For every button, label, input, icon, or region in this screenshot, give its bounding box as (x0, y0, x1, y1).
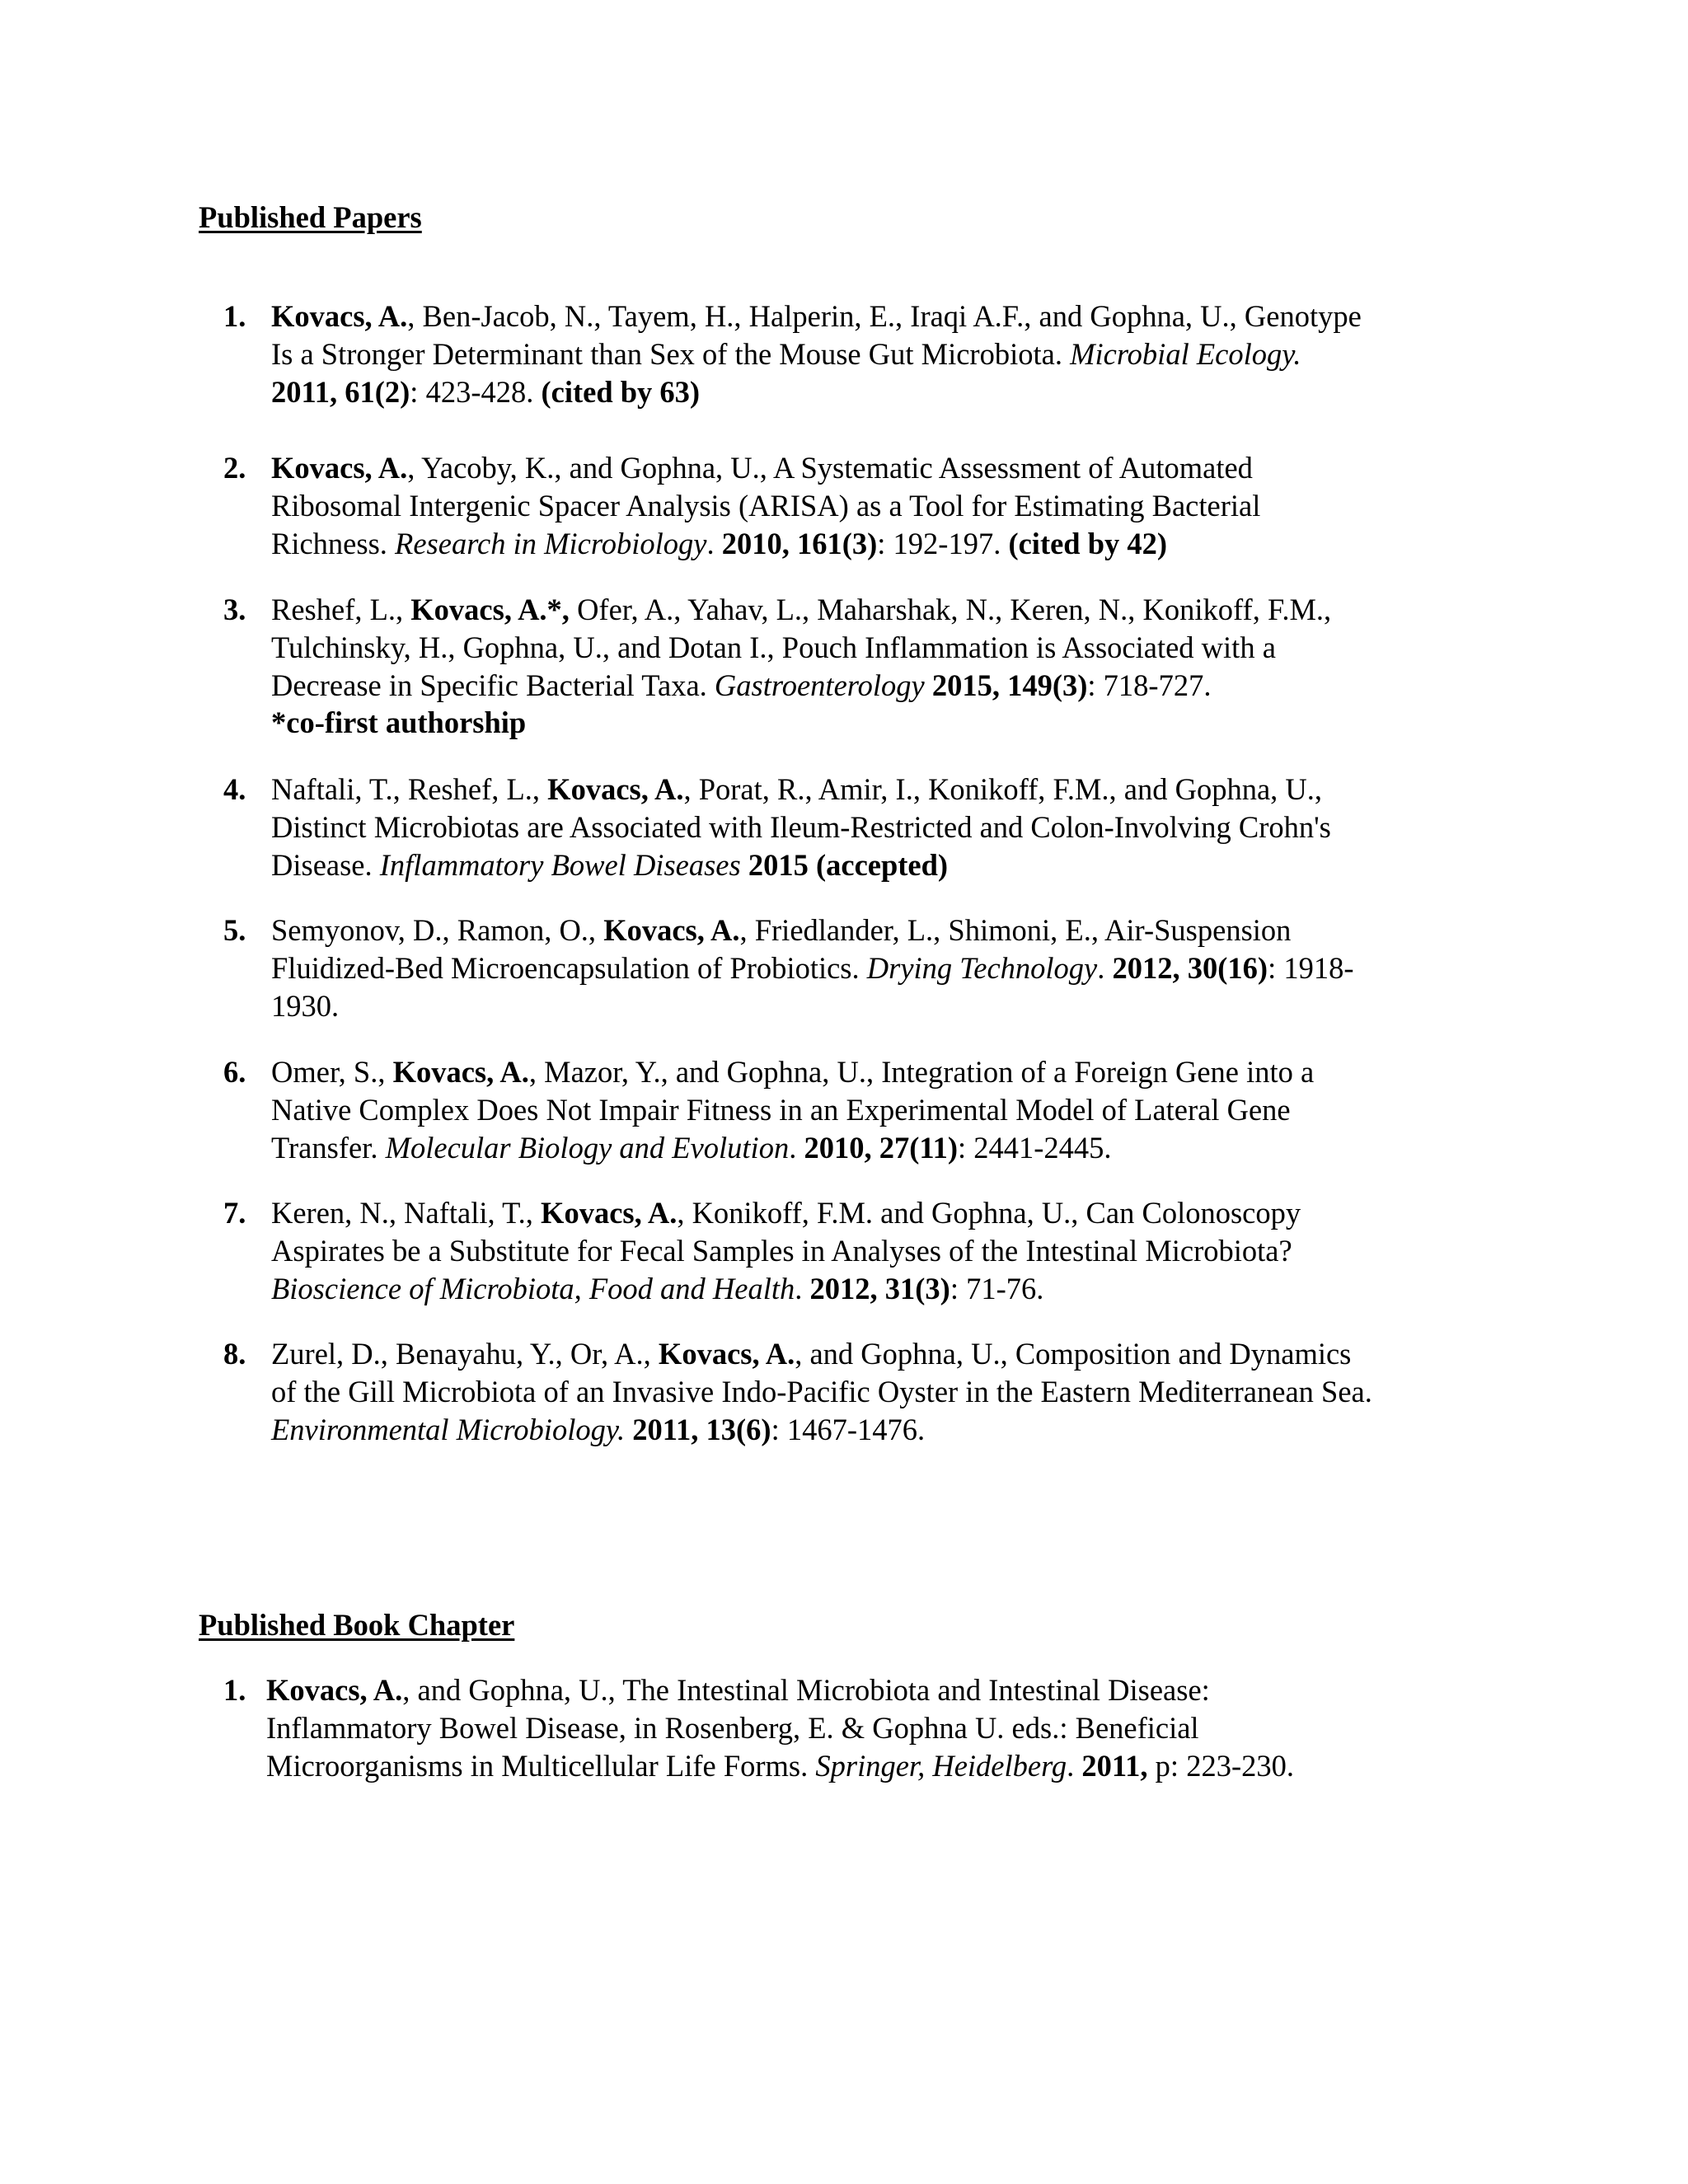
bold-text: Kovacs, A.*, (410, 593, 570, 626)
reference-line (271, 1373, 1499, 1411)
reference-line (271, 1091, 1499, 1129)
text-run: Transfer. (271, 1130, 386, 1165)
text-run: . (1097, 950, 1113, 985)
reference-line (271, 667, 1499, 705)
text-run: of the Gill Microbiota of an Invasive Indo-Pacific Oyster in the Eastern Mediterranean Sea. (271, 1374, 1372, 1408)
text-run: Native Complex Does Not Impair Fitness in an Experimental Model of Lateral Gene (271, 1092, 1291, 1127)
reference-text (271, 912, 1499, 1024)
bold-text: 2012, 30(16) (1112, 950, 1268, 985)
reference-number: 8. (223, 1337, 246, 1371)
reference-number: 3. (223, 593, 246, 626)
section-heading-published-book-chapter: Published Book Chapter (199, 1608, 515, 1642)
reference-line (271, 591, 1499, 629)
text-run: , Ben-Jacob, N., Tayem, H., Halperin, E., Iraqi A.F., and Gophna, U., Genotype (407, 299, 1362, 333)
text-run (625, 1413, 632, 1446)
bold-text: Kovacs, A. (541, 1196, 678, 1230)
text-run: 1930. (271, 988, 340, 1023)
reference-number: 4. (223, 772, 246, 806)
bold-text: Kovacs, A. (392, 1055, 529, 1089)
reference-line (271, 1129, 1499, 1167)
reference-line (271, 912, 1499, 949)
text-run: : 718-727. (1087, 668, 1212, 702)
reference-line (271, 1053, 1499, 1091)
text-run: Inflammatory Bowel Disease, in Rosenberg, E. & Gophna U. eds.: Beneficial (266, 1710, 1199, 1745)
bold-text: (cited by 63) (541, 374, 701, 409)
bold-text: *co-first authorship (271, 705, 527, 740)
reference-line (271, 704, 1499, 742)
bold-text: 2015, 149(3) (931, 668, 1088, 702)
reference-line (266, 1709, 1494, 1747)
bold-text: Kovacs, A. (266, 1673, 403, 1707)
reference-number: 5. (223, 913, 246, 947)
bold-text: 2010, 27(11) (804, 1130, 958, 1165)
reference-line (266, 1747, 1494, 1785)
text-run: Semyonov, D., Ramon, O., (271, 913, 604, 947)
text-run: : 1918- (1268, 950, 1354, 985)
text-run (741, 848, 748, 882)
text-run: Ribosomal Intergenic Spacer Analysis (ARISA) as a Tool for Estimating Bacterial (271, 488, 1261, 523)
reference-line (271, 987, 1499, 1025)
italic-text: Microbial Ecology. (1070, 336, 1301, 371)
text-run: Distinct Microbiotas are Associated with Ileum-Restricted and Colon-Involving Crohn's (271, 809, 1331, 844)
text-run: . (795, 1271, 810, 1305)
text-run: Ofer, A., Yahav, L., Maharshak, N., Keren, N., Konikoff, F.M., (569, 593, 1332, 626)
text-run: . (706, 526, 722, 560)
reference-line (271, 373, 1499, 411)
bold-text: 2012, 31(3) (809, 1271, 950, 1305)
reference-text (271, 591, 1499, 742)
text-run: . (789, 1130, 804, 1165)
bold-text: Kovacs, A. (271, 451, 408, 485)
bold-text: 2011, (1081, 1748, 1148, 1783)
reference-text (271, 298, 1499, 410)
italic-text: Environmental Microbiology. (271, 1412, 626, 1446)
text-run: , Friedlander, L., Shimoni, E., Air-Suspension (739, 913, 1292, 947)
reference-line (271, 808, 1499, 846)
reference-number: 7. (223, 1196, 246, 1230)
reference-line (271, 449, 1499, 487)
bold-text: (cited by 42) (1008, 526, 1168, 560)
reference-line (271, 335, 1499, 373)
text-run: Decrease in Specific Bacterial Taxa. (271, 668, 715, 702)
bold-text: Kovacs, A. (658, 1337, 795, 1371)
text-run: p: 223-230. (1147, 1748, 1294, 1783)
reference-line (271, 1194, 1499, 1232)
text-run: Keren, N., Naftali, T., (271, 1196, 542, 1230)
text-run: : 2441-2445. (958, 1130, 1112, 1165)
bold-text: Kovacs, A. (547, 772, 684, 806)
text-run: : 1467-1476. (771, 1412, 926, 1446)
bold-text: 2011, 61(2) (271, 374, 410, 409)
reference-line (271, 949, 1499, 987)
text-run: , and Gophna, U., The Intestinal Microbiota and Intestinal Disease: (402, 1673, 1210, 1707)
reference-line (271, 1411, 1499, 1449)
reference-line (271, 629, 1499, 667)
text-run: , Porat, R., Amir, I., Konikoff, F.M., and Gophna, U., (683, 772, 1323, 806)
text-run: Tulchinsky, H., Gophna, U., and Dotan I., Pouch Inflammation is Associated with a (271, 630, 1276, 664)
reference-text (271, 1053, 1499, 1166)
reference-number: 2. (223, 451, 246, 485)
italic-text: Inflammatory Bowel Diseases (379, 847, 741, 882)
text-run: Is a Stronger Determinant than Sex of the Mouse Gut Microbiota. (271, 336, 1071, 371)
text-run: , and Gophna, U., Composition and Dynamics (795, 1337, 1352, 1371)
reference-text (266, 1671, 1494, 1784)
reference-text (271, 1194, 1499, 1307)
text-run: , Konikoff, F.M. and Gophna, U., Can Colonoscopy (677, 1196, 1301, 1230)
text-run (925, 668, 932, 702)
reference-line (271, 1232, 1499, 1270)
text-run: : 71-76. (950, 1271, 1044, 1305)
reference-text (271, 1335, 1499, 1448)
bold-text: 2010, 161(3) (721, 526, 878, 560)
text-run: Omer, S., (271, 1055, 393, 1089)
text-run: , Mazor, Y., and Gophna, U., Integration of a Foreign Gene into a (528, 1055, 1315, 1089)
reference-text (271, 771, 1499, 883)
bold-text: 2015 (accepted) (748, 847, 949, 882)
italic-text: Springer, Heidelberg (815, 1748, 1067, 1783)
reference-line (271, 298, 1499, 335)
text-run: Microorganisms in Multicellular Life Forms. (266, 1748, 816, 1783)
reference-line (271, 846, 1499, 884)
text-run: Fluidized-Bed Microencapsulation of Probiotics. (271, 950, 867, 985)
reference-text (271, 449, 1499, 562)
bold-text: Kovacs, A. (271, 299, 408, 333)
text-run: . (1067, 1748, 1082, 1783)
italic-text: Drying Technology (866, 950, 1098, 985)
text-run: , Yacoby, K., and Gophna, U., A Systematic Assessment of Automated (407, 451, 1253, 485)
italic-text: Gastroenterology (714, 668, 925, 702)
reference-line (271, 1335, 1499, 1373)
text-run: Aspirates be a Substitute for Fecal Samples in Analyses of the Intestinal Microbiota? (271, 1233, 1292, 1268)
text-run: Richness. (271, 526, 396, 560)
reference-number: 1. (223, 1673, 246, 1707)
text-run: Reshef, L., (271, 593, 411, 626)
reference-line (271, 487, 1499, 525)
bold-text: Kovacs, A. (603, 913, 740, 947)
italic-text: Molecular Biology and Evolution (385, 1130, 790, 1165)
text-run: : 192-197. (877, 526, 1009, 560)
bold-text: 2011, 13(6) (632, 1412, 771, 1446)
reference-line (266, 1671, 1494, 1709)
section-heading-published-papers: Published Papers (199, 200, 422, 234)
text-run: Disease. (271, 847, 380, 882)
italic-text: Bioscience of Microbiota, Food and Health (271, 1271, 795, 1305)
text-run: Zurel, D., Benayahu, Y., Or, A., (271, 1337, 659, 1371)
reference-line (271, 525, 1499, 563)
text-run: : 423-428. (410, 374, 542, 409)
reference-line (271, 1270, 1499, 1308)
text-run: Naftali, T., Reshef, L., (271, 772, 548, 806)
reference-number: 6. (223, 1055, 246, 1089)
reference-line (271, 771, 1499, 808)
italic-text: Research in Microbiology (395, 526, 707, 560)
reference-number: 1. (223, 299, 246, 333)
